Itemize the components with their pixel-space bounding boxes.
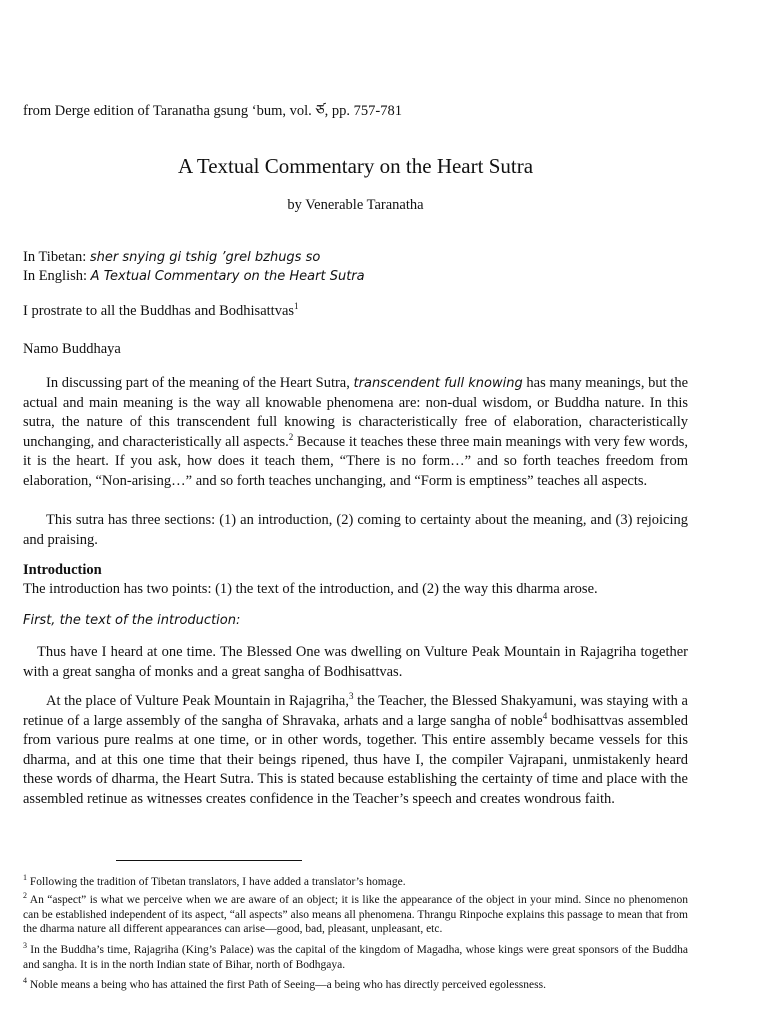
footnote-ref-2[interactable]: 2 (288, 431, 294, 442)
term-transcendent-full-knowing: transcendent full knowing (353, 376, 523, 391)
introduction-summary: The introduction has two points: (1) the text of the introduction, and (2) the way this dharma arose. (23, 581, 598, 597)
tibetan-title-label: In Tibetan: (23, 249, 90, 265)
namo-line: Namo Buddhaya (23, 341, 121, 357)
section-heading-introduction: Introduction (23, 562, 102, 578)
paragraph-meaning: In discussing part of the meaning of the Heart Sutra, transcendent full knowing has many meanings, but the actual and main meaning is the way all knowable phenomena are: non-dual wisdom, or Buddha nature. In this sutra, the nature of this transcendent full knowing is characteristically free of elaboration, characteristically unchanging, and characteristically all aspects.$^2$ Because it teaches these three main meanings with very few words, it is the heart. If you ask, how does it teach them, “There is no form…” and so forth teaches freedom from elaboration, “Non-arising…” and so forth teaches unchanging, and “Form is emptiness” teaches all aspects. (23, 375, 688, 489)
footnote-3: $^3$ In the Buddha’s time, Rajagriha (King’s Palace) was the capital of the kingdom of Magadha, whose kings were great sponsors of the Buddha and sangha. It is in the north Indian state of Bihar, north of Bodhgaya. (23, 941, 688, 971)
footnote-1: $^1$ Following the tradition of Tibetan translators, I have added a translator’s homage. (23, 873, 406, 888)
paragraph-commentary: At the place of Vulture Peak Mountain in Rajagriha,$^3$ the Teacher, the Blessed Shakyamuni, was staying with a retinue of a large assembly of the sangha of Shravaka, arhats and a large sangha of noble$^4$ bodhisattvas assembled from various pure realms at one time, or in other words, together. This entire assembly became vessels for this dharma, and at this one time that their beings ripened, thus have I, the compiler Vajrapani, unmistakenly heard these words of dharma, the Heart Sutra. This is stated because establishing the certainty of time and place with the assembled retinue as witnesses creates confidence in the Teacher’s speech and creates wondrous faith. (23, 691, 688, 807)
english-title-value: A Textual Commentary on the Heart Sutra (90, 269, 365, 284)
source-note: from Derge edition of Taranatha gsung ‘bum, vol. ཙ, pp. 757-781 (23, 103, 402, 119)
sutra-quote: Thus have I heard at one time. The Blessed One was dwelling on Vulture Peak Mountain in Rajagriha together with a great sangha of monks and a great sangha of Bodhisattvas. (23, 644, 688, 680)
author-byline: by Venerable Taranatha (287, 197, 424, 213)
subsection-label: First, the text of the introduction: (23, 613, 241, 628)
paragraph-sections: This sutra has three sections: (1) an introduction, (2) coming to certainty about the meaning, and (3) rejoicing and praising. (23, 512, 688, 548)
footnote-4: $^4$ Noble means a being who has attained the first Path of Seeing—a being who has directly perceived egolessness. (23, 976, 546, 991)
tibetan-title-line (23, 249, 320, 266)
footnote-divider (116, 860, 302, 861)
homage-text: I prostrate to all the Buddhas and Bodhisattvas (23, 303, 295, 319)
english-title-label: In English: (23, 268, 91, 284)
homage-line (23, 303, 299, 320)
tibetan-title-value: sher snying gi tshig ’grel bzhugs so (89, 250, 321, 265)
english-title-line (23, 268, 365, 285)
footnote-2: $^2$ An “aspect” is what we perceive when we are aware of an object; it is like the appearance of the object in your mind. Since no phenomenon can be established independent of its aspect, “all aspects” also means all phenomena. Thrangu Rinpoche explains this passage to mean that from the dharma nature all different appearances can arise—good, bad, pleasant, unpleasant, etc. (23, 891, 688, 935)
footnote-ref-3[interactable]: 3 (348, 691, 354, 702)
footnote-ref-1[interactable]: 1 (294, 301, 299, 312)
page-title: A Textual Commentary on the Heart Sutra (177, 154, 534, 178)
footnote-ref-4[interactable]: 4 (542, 710, 548, 721)
